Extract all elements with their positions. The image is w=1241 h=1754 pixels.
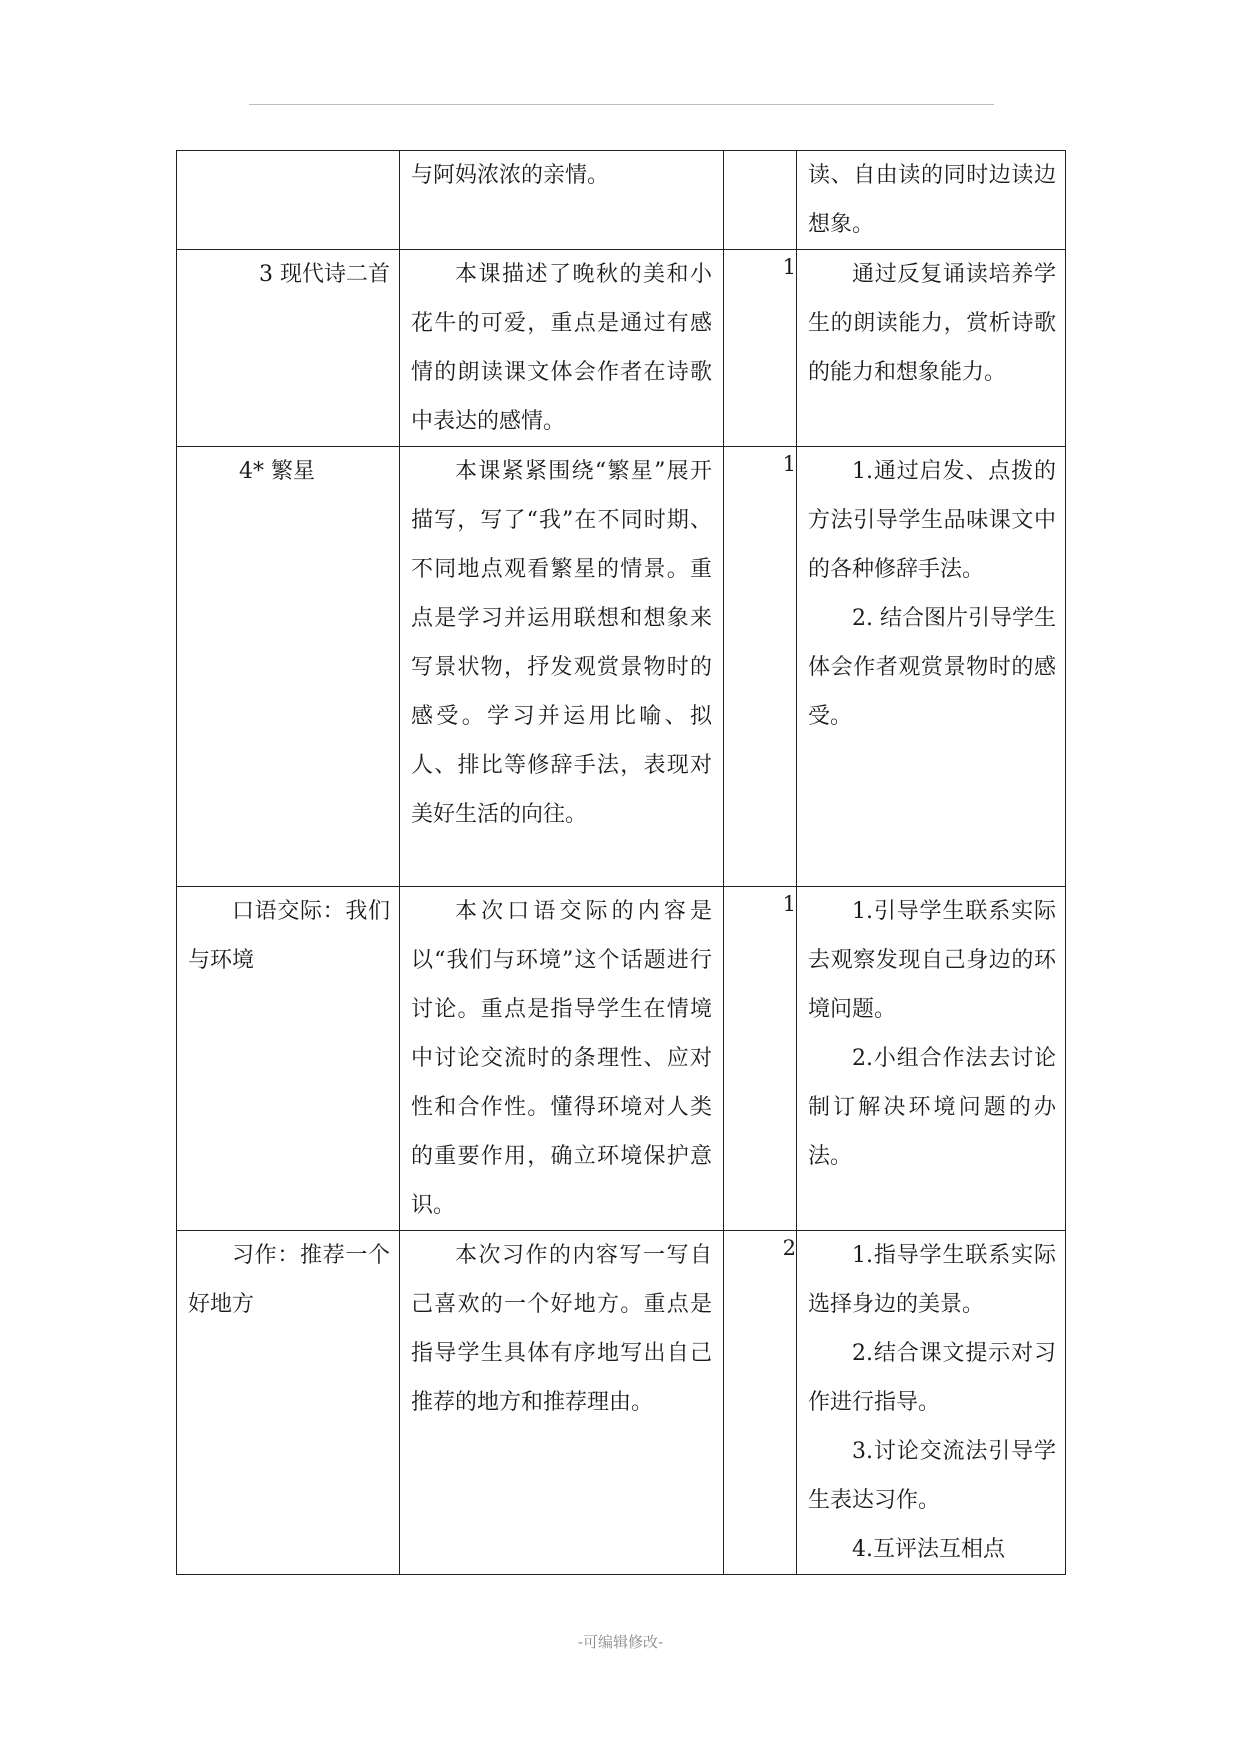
header-rule [249,104,994,105]
lesson-title-cell [177,250,400,447]
method-item: 2.小组合作法去讨论制订解决环境问题的办法。 [808,1046,1056,1169]
method-item: 2.结合课文提示对习作进行指导。 [808,1341,1056,1415]
lesson-desc-cell [400,887,724,1231]
lesson-title: 习作：推荐一个好地方 [188,1243,390,1317]
method-item: 4.互评法互相点 [852,1537,1005,1562]
lesson-methods-cell [797,887,1066,1231]
lesson-hours-cell [724,1231,797,1575]
lesson-title-cell [177,151,400,250]
lesson-title-cell [177,887,400,1231]
method-item: 通过反复诵读培养学生的朗读能力，赏析诗歌的能力和想象能力。 [808,262,1056,385]
method-item: 1.引导学生联系实际去观察发现自己身边的环境问题。 [808,899,1056,1022]
lesson-title: 3 现代诗二首 [259,262,390,287]
table-row [177,250,1066,447]
lesson-hours: 1 [782,452,796,476]
method-item: 1.指导学生联系实际选择身边的美景。 [808,1243,1056,1317]
footer-note: -可编辑修改- [577,1633,664,1651]
lesson-methods-cell [797,151,1066,250]
lesson-desc-cell [400,1231,724,1575]
lesson-plan-table [176,150,1066,1575]
lesson-title-cell [177,447,400,887]
lesson-title-cell [177,1231,400,1575]
lesson-desc: 与阿妈浓浓的亲情。 [411,163,610,188]
lesson-hours: 1 [782,255,796,279]
method-item: 1.通过启发、点拨的方法引导学生品味课文中的各种修辞手法。 [808,459,1056,582]
lesson-methods-cell [797,447,1066,887]
lesson-hours-cell [724,447,797,887]
lesson-methods-cell [797,250,1066,447]
method-item: 2. 结合图片引导学生体会作者观赏景物时的感受。 [808,606,1056,729]
lesson-hours-cell [724,250,797,447]
lesson-methods-cell [797,1231,1066,1575]
table-row [177,887,1066,1231]
lesson-desc: 本次习作的内容写一写自己喜欢的一个好地方。重点是指导学生具体有序地写出自己推荐的地方和推荐理由。 [411,1243,712,1415]
lesson-hours-cell [724,887,797,1231]
lesson-hours: 1 [782,892,796,916]
lesson-desc-cell [400,447,724,887]
lesson-title: 口语交际：我们与环境 [188,899,390,973]
lesson-hours: 2 [782,1236,796,1260]
lesson-desc: 本课描述了晚秋的美和小花牛的可爱，重点是通过有感情的朗读课文体会作者在诗歌中表达的感情。 [411,262,712,434]
table-row [177,151,1066,250]
table-row [177,447,1066,887]
lesson-title: 4* 繁星 [239,459,315,484]
lesson-desc: 本次口语交际的内容是以“我们与环境”这个话题进行讨论。重点是指导学生在情境中讨论交流时的条理性、应对性和合作性。懂得环境对人类的重要作用，确立环境保护意识。 [411,899,712,1218]
method-item: 读、自由读的同时边读边想象。 [808,163,1056,237]
lesson-desc: 本课紧紧围绕“繁星”展开描写，写了“我”在不同时期、不同地点观看繁星的情景。重点是学习并运用联想和想象来写景状物，抒发观赏景物时的感受。学习并运用比喻、拟人、排比等修辞手法，表现对美好生活的向往。 [411,459,712,827]
method-item: 3.讨论交流法引导学生表达习作。 [808,1439,1056,1513]
table-row [177,1231,1066,1575]
lesson-hours-cell [724,151,797,250]
lesson-desc-cell [400,151,724,250]
lesson-desc-cell [400,250,724,447]
